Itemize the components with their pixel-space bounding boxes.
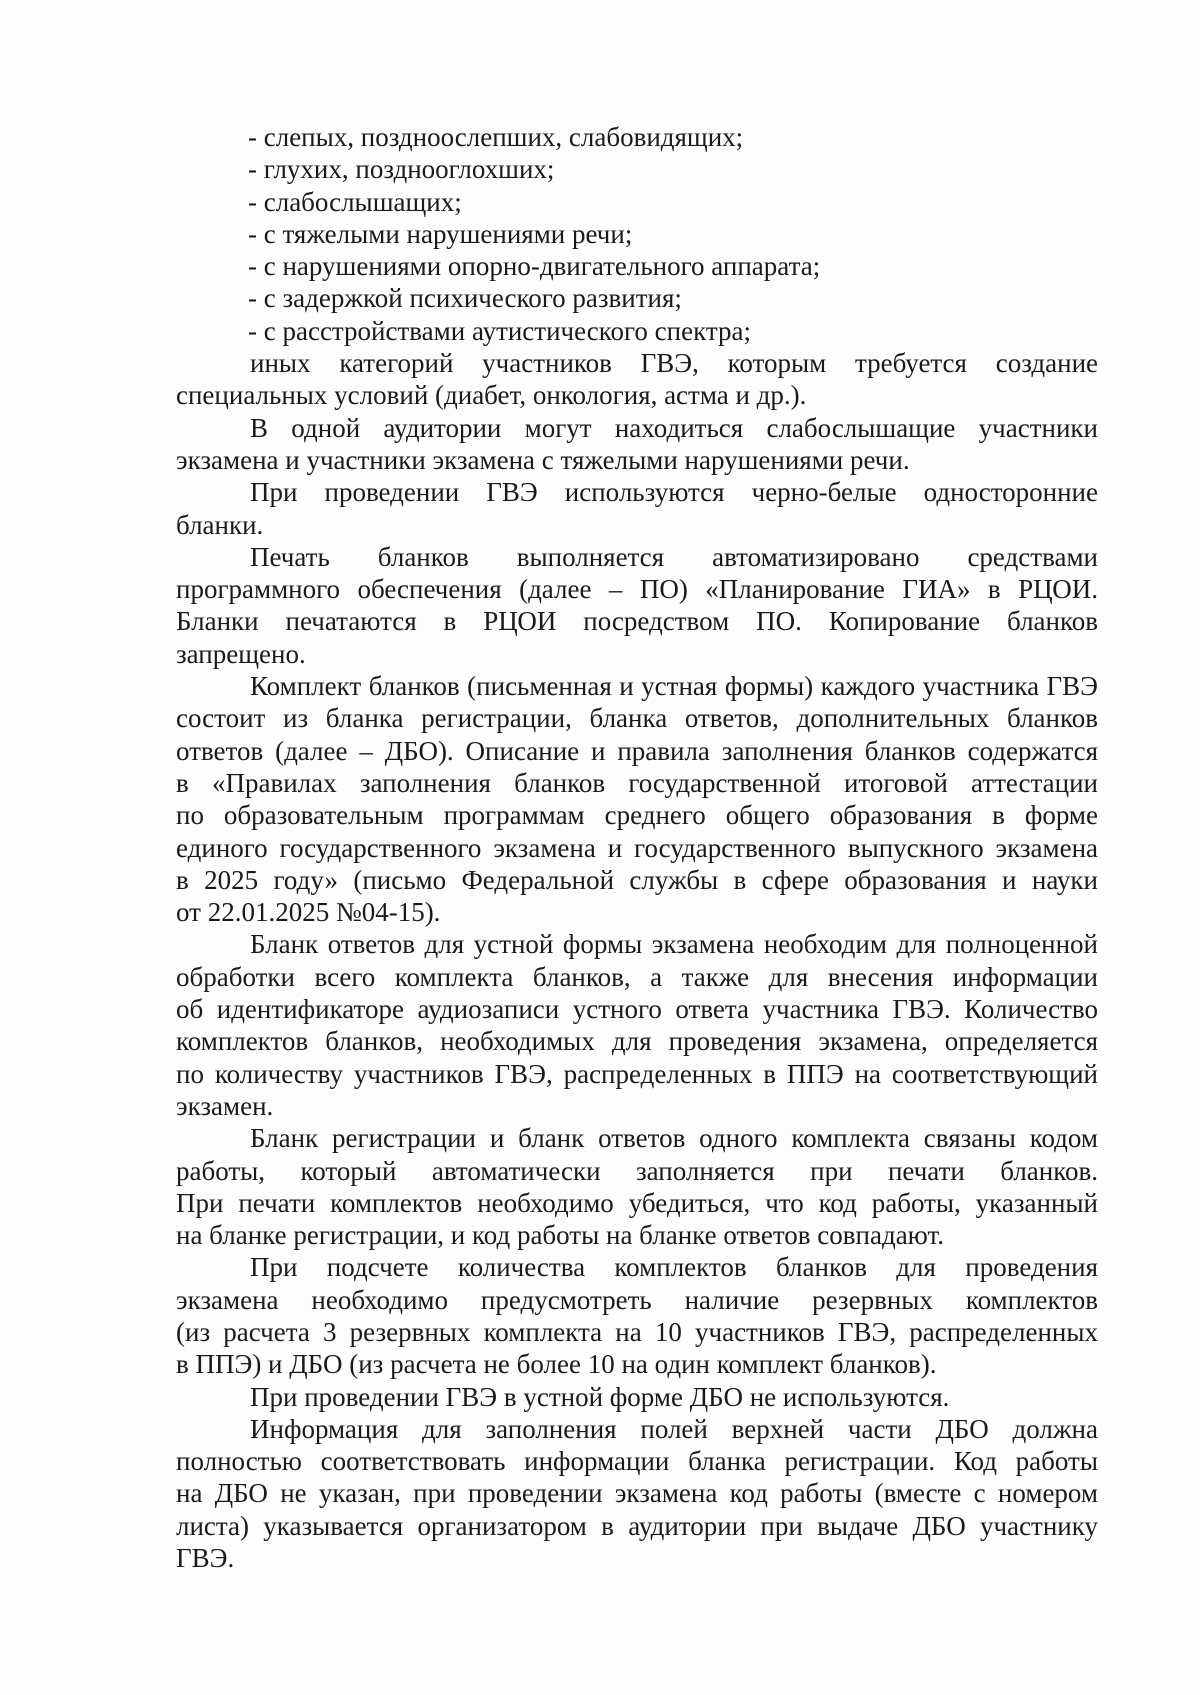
text-line: При печати комплектов необходимо убедиться, что код работы, указанный bbox=[176, 1187, 1098, 1218]
text-line: экзамен. bbox=[176, 1090, 274, 1121]
text-line: - глухих, позднооглохших; bbox=[248, 154, 555, 185]
text-line: в ППЭ) и ДБО (из расчета не более 10 на один комплект бланков). bbox=[176, 1349, 937, 1380]
text-line: работы, который автоматически заполняется при печати бланков. bbox=[176, 1155, 1098, 1186]
text-line: на бланке регистрации, и код работы на бланке ответов совпадают. bbox=[176, 1220, 945, 1251]
text-line: специальных условий (диабет, онкология, астма и др.). bbox=[176, 380, 807, 411]
text-line: При подсчете количества комплектов бланков для проведения bbox=[250, 1252, 1098, 1283]
text-line: бланки. bbox=[176, 509, 264, 540]
text-line: программного обеспечения (далее – ПО) «Планирование ГИА» в РЦОИ. bbox=[176, 574, 1098, 605]
text-line: состоит из бланка регистрации, бланка ответов, дополнительных бланков bbox=[176, 703, 1098, 734]
text-line: обработки всего комплекта бланков, а также для внесения информации bbox=[176, 961, 1098, 992]
text-line: (из расчета 3 резервных комплекта на 10 участников ГВЭ, распределенных bbox=[176, 1316, 1098, 1347]
text-line: на ДБО не указан, при проведении экзамена код работы (вместе с номером bbox=[176, 1478, 1098, 1509]
text-line: ответов (далее – ДБО). Описание и правила заполнения бланков содержатся bbox=[176, 735, 1098, 766]
text-line: При проведении ГВЭ в устной форме ДБО не используются. bbox=[250, 1381, 950, 1412]
text-line: экзамена необходимо предусмотреть наличие резервных комплектов bbox=[176, 1284, 1098, 1315]
text-line: об идентификаторе аудиозаписи устного ответа участника ГВЭ. Количество bbox=[176, 994, 1098, 1025]
text-line: комплектов бланков, необходимых для проведения экзамена, определяется bbox=[176, 1026, 1098, 1057]
text-line: полностью соответствовать информации бланка регистрации. Код работы bbox=[176, 1446, 1098, 1477]
text-line: - слепых, поздноослепших, слабовидящих; bbox=[248, 122, 744, 152]
text-line: ГВЭ. bbox=[176, 1543, 235, 1574]
text-line: - с нарушениями опорно-двигательного аппарата; bbox=[248, 251, 821, 282]
text-line: запрещено. bbox=[176, 638, 306, 669]
text-line: При проведении ГВЭ используются черно-белые односторонние bbox=[250, 477, 1098, 508]
document-text bbox=[176, 121, 1098, 1574]
text-line: Информация для заполнения полей верхней части ДБО должна bbox=[250, 1413, 1098, 1444]
text-line: Бланк ответов для устной формы экзамена необходим для полноценной bbox=[250, 929, 1098, 960]
text-line: иных категорий участников ГВЭ, которым требуется создание bbox=[250, 348, 1098, 379]
text-line: Бланки печатаются в РЦОИ посредством ПО. Копирование бланков bbox=[176, 606, 1098, 637]
text-line: по количеству участников ГВЭ, распределенных в ППЭ на соответствующий bbox=[176, 1058, 1098, 1089]
text-line: В одной аудитории могут находиться слабослышащие участники bbox=[250, 412, 1098, 443]
text-line: Комплект бланков (письменная и устная формы) каждого участника ГВЭ bbox=[250, 671, 1098, 702]
text-line: по образовательным программам среднего общего образования в форме bbox=[176, 800, 1098, 831]
text-line: экзамена и участники экзамена с тяжелыми нарушениями речи. bbox=[176, 444, 910, 475]
text-line: в «Правилах заполнения бланков государственной итоговой аттестации bbox=[176, 767, 1098, 798]
text-line: - с расстройствами аутистического спектра; bbox=[248, 315, 751, 346]
text-line: Печать бланков выполняется автоматизировано средствами bbox=[250, 541, 1098, 572]
text-line: - с задержкой психического развития; bbox=[248, 283, 682, 314]
text-line: листа) указывается организатором в аудитории при выдаче ДБО участнику bbox=[176, 1510, 1098, 1541]
text-line: Бланк регистрации и бланк ответов одного комплекта связаны кодом bbox=[250, 1123, 1098, 1154]
text-line: в 2025 году» (письмо Федеральной службы в сфере образования и науки bbox=[176, 864, 1098, 895]
text-line: от 22.01.2025 №04-15). bbox=[176, 897, 441, 928]
text-line: - с тяжелыми нарушениями речи; bbox=[248, 218, 633, 249]
text-line: единого государственного экзамена и государственного выпускного экзамена bbox=[176, 832, 1098, 863]
text-line: - слабослышащих; bbox=[248, 186, 462, 217]
